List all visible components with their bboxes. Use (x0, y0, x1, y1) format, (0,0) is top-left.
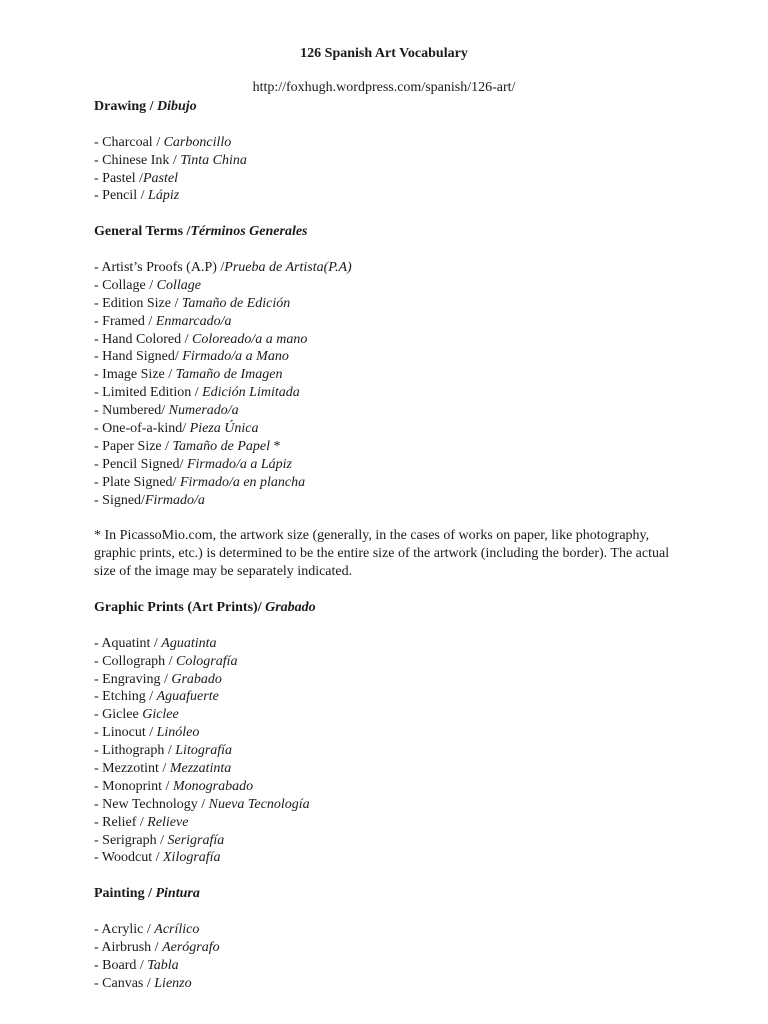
vocab-term-en: - Relief / (94, 814, 148, 830)
vocab-item (94, 259, 694, 277)
spacer (94, 581, 694, 599)
vocab-term-es: Aguafuerte (156, 689, 219, 705)
vocab-term-es: Carboncillo (163, 134, 232, 150)
vocab-item (94, 438, 694, 456)
spacer (94, 867, 694, 885)
vocab-term-es: Giclee (142, 707, 179, 723)
vocab-item (94, 653, 694, 671)
vocab-item (94, 832, 694, 850)
heading-es: Pintura (155, 886, 200, 902)
vocab-term-en: - Framed / (94, 313, 156, 329)
vocab-term-en: - Acrylic / (94, 922, 155, 938)
spacer (94, 509, 694, 527)
vocab-item (94, 975, 694, 993)
vocab-term-en: - Paper Size / (94, 438, 173, 454)
vocab-term-es: Collage (156, 277, 201, 293)
vocab-item (94, 921, 694, 939)
vocab-item (94, 313, 694, 331)
vocab-item (94, 366, 694, 384)
vocab-item (94, 384, 694, 402)
vocab-term-es: Monograbado (172, 778, 254, 794)
vocab-item (94, 939, 694, 957)
vocab-term-en: - Limited Edition / (94, 385, 203, 401)
heading-es: Términos Generales (190, 224, 308, 240)
section-heading-general-terms (94, 223, 694, 241)
spacer (94, 903, 694, 921)
vocab-term-es: Lápiz (148, 188, 180, 204)
vocab-item (94, 277, 694, 295)
vocab-term-en: - Chinese Ink / (94, 152, 181, 168)
spacer (94, 241, 694, 259)
vocab-list-drawing (94, 134, 694, 206)
vocab-item (94, 796, 694, 814)
vocab-item (94, 635, 694, 653)
vocab-term-es: Firmado/a en plancha (179, 474, 306, 490)
vocab-term-es: Edición Limitada (202, 385, 300, 401)
vocab-term-es: Aerógrafo (162, 939, 220, 955)
vocab-term-es: Litografía (175, 743, 233, 759)
vocab-term-es: Firmado/a a Mano (182, 349, 289, 365)
vocab-term-es: Pastel (143, 170, 178, 186)
vocab-item (94, 152, 694, 170)
vocab-term-en: - Charcoal / (94, 134, 164, 150)
vocab-term-es: Grabado (171, 671, 222, 687)
vocab-term-es: Tabla (147, 957, 179, 973)
heading-en: Drawing / (94, 99, 157, 114)
vocab-term-es: Tamaño de Papel (172, 438, 271, 454)
vocab-item (94, 331, 694, 349)
vocab-list-graphic-prints (94, 635, 694, 868)
vocab-term-en: - Pencil / (94, 188, 149, 204)
vocab-item (94, 742, 694, 760)
vocab-term-en: - Giclee (94, 707, 143, 723)
vocab-item (94, 957, 694, 975)
vocab-term-es: Lienzo (154, 975, 192, 991)
vocab-term-en: - One-of-a-kind/ (94, 421, 190, 437)
vocab-term-en: - Collograph / (94, 653, 177, 669)
vocab-term-en: - Hand Colored / (94, 331, 192, 347)
vocab-term-en: - Aquatint / (94, 635, 162, 651)
vocab-item (94, 456, 694, 474)
vocab-term-en: - Edition Size / (94, 295, 182, 311)
vocab-term-en: - Plate Signed/ (94, 474, 180, 490)
vocab-term-en: - Artist’s Proofs (A.P) / (94, 260, 225, 276)
vocab-term-en: - Pastel / (94, 170, 143, 186)
spacer (94, 116, 694, 134)
vocab-term-es: Enmarcado/a (155, 313, 232, 329)
heading-en: Painting / (94, 886, 156, 902)
spacer (94, 205, 694, 223)
vocab-term-en: - Numbered/ (94, 403, 169, 419)
vocab-term-en: - Etching / (94, 689, 157, 705)
vocab-item (94, 170, 694, 188)
vocab-list-general-terms (94, 259, 694, 509)
vocab-term-es: Tamaño de Edición (181, 295, 291, 311)
vocab-term-en: - Linocut / (94, 725, 157, 741)
heading-es: Dibujo (157, 99, 197, 114)
vocab-term-es: Nueva Tecnología (208, 796, 310, 812)
vocab-term-en: - Image Size / (94, 367, 176, 383)
vocab-term-es: Xilografía (163, 850, 221, 866)
vocab-term-en: - Pencil Signed/ (94, 456, 187, 472)
source-url: http://foxhugh.wordpress.com/spanish/126-art/ (252, 80, 516, 95)
vocab-term-en: - Woodcut / (94, 850, 163, 866)
vocab-term-es: Tinta China (180, 152, 247, 168)
footnote-marker: * (270, 438, 281, 454)
spacer (94, 617, 694, 635)
vocab-item (94, 420, 694, 438)
section-heading-painting (94, 885, 694, 903)
vocab-term-es: Colografía (176, 653, 238, 669)
vocab-term-en: - Signed/ (94, 492, 145, 508)
vocab-item (94, 849, 694, 867)
vocab-term-es: Serigrafía (167, 832, 225, 848)
vocab-term-es: Firmado/a a Lápiz (186, 456, 292, 472)
heading-es: Grabado (265, 599, 316, 615)
vocab-term-en: - Monoprint / (94, 778, 173, 794)
vocab-term-es: Coloreado/a a mano (191, 331, 308, 347)
vocab-item (94, 474, 694, 492)
vocab-term-es: Mezzatinta (169, 761, 232, 776)
section-heading-graphic-prints (94, 599, 694, 617)
section-heading-drawing (94, 98, 694, 116)
vocab-item (94, 671, 694, 689)
vocab-item (94, 134, 694, 152)
vocab-term-en: - Canvas / (94, 975, 155, 991)
vocab-term-es: Numerado/a (168, 403, 239, 419)
vocab-term-es: Linóleo (156, 725, 200, 741)
vocab-term-en: - Hand Signed/ (94, 349, 183, 365)
vocab-term-en: - Mezzotint / (94, 761, 170, 776)
vocab-item (94, 724, 694, 742)
vocab-term-en: - Engraving / (94, 671, 172, 687)
vocab-term-es: Tamaño de Imagen (175, 367, 283, 383)
vocab-term-es: Prueba de Artista(P.A) (224, 260, 352, 276)
vocab-item (94, 760, 694, 778)
vocab-item (94, 706, 694, 724)
vocab-term-en: - Serigraph / (94, 832, 168, 848)
vocab-term-en: - Board / (94, 957, 148, 973)
vocab-list-painting (94, 921, 694, 993)
vocab-item (94, 187, 694, 205)
vocab-item (94, 402, 694, 420)
heading-en: General Terms / (94, 224, 191, 240)
vocab-term-en: - Airbrush / (94, 939, 163, 955)
vocab-item (94, 492, 694, 510)
vocab-term-es: Firmado/a (144, 492, 205, 508)
vocab-item (94, 348, 694, 366)
vocab-term-es: Relieve (147, 814, 189, 830)
vocab-item (94, 295, 694, 313)
vocab-term-en: - New Technology / (94, 796, 209, 812)
vocab-term-es: Acrílico (154, 922, 200, 938)
vocab-item (94, 814, 694, 832)
vocab-item (94, 778, 694, 796)
vocab-item (94, 688, 694, 706)
heading-en: Graphic Prints (Art Prints)/ (94, 599, 266, 615)
document-title: 126 Spanish Art Vocabulary (300, 46, 468, 61)
vocab-term-en: - Lithograph / (94, 743, 176, 759)
footnote-artwork-size: * In PicassoMio.com, the artwork size (generally, in the cases of works on paper, like photography, graphic prints, etc.) is determined to be the entire size of the artwork (including the border). The actual size of the image may be separately indicated. (94, 528, 670, 580)
vocab-term-en: - Collage / (94, 277, 157, 293)
vocab-term-es: Aguatinta (161, 635, 217, 651)
document-body (94, 98, 694, 993)
vocab-term-es: Pieza Única (189, 421, 259, 437)
